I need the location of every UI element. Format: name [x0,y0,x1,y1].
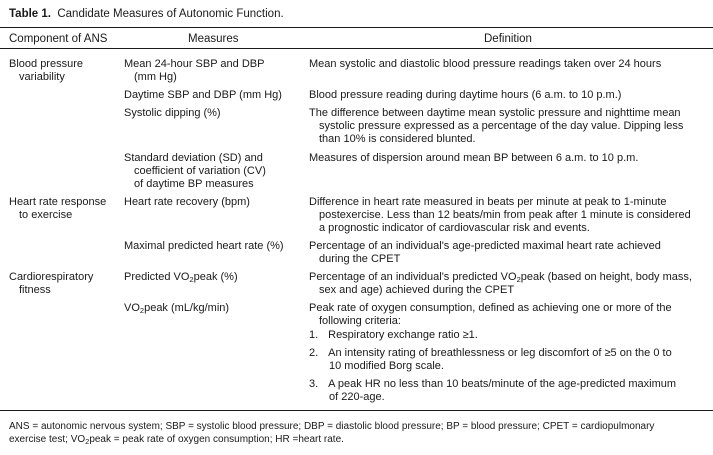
measure-cell: Maximal predicted heart rate (%) [124,240,284,252]
header-definition: Definition [484,33,532,45]
definition-cell: a prognostic indicator of cardiovascular risk and events. [319,222,590,234]
measure-cell: of daytime BP measures [134,178,254,190]
criteria-item-continued: 10 modified Borg scale. [329,360,444,372]
measure-cell: Daytime SBP and DBP (mm Hg) [124,89,282,101]
measure-cell: Standard deviation (SD) and [124,152,263,164]
measure-cell: Systolic dipping (%) [124,107,221,119]
definition-cell: Percentage of an individual's predicted $VO_2peak$ (based on height, body mass, [309,271,692,284]
definition-cell: postexercise. Less than 12 beats/min from peak after 1 minute is considered [319,209,691,221]
definition-cell: following criteria: [319,315,401,327]
measure-cell: Heart rate recovery (bpm) [124,196,250,208]
definition-cell: Percentage of an individual's age-predicted maximal heart rate achieved [309,240,661,252]
table-label: Table 1. [9,8,51,20]
measure-cell: $VO_2peak$ (mL/kg/min) [124,302,230,315]
criteria-item: 3. A peak HR no less than 10 beats/minute of the age-predicted maximum [309,378,677,390]
component-cell: to exercise [19,209,73,221]
table-title: Candidate Measures of Autonomic Function. [57,8,284,20]
component-cell: Blood pressure [9,58,83,70]
definition-cell: Mean systolic and diastolic blood pressure readings taken over 24 hours [309,58,662,70]
measure-cell: coefficient of variation (CV) [134,165,266,177]
measure-cell: Predicted $VO_2peak$ (%) [124,271,238,284]
header-measures: Measures [188,33,239,45]
definition-cell: sex and age) achieved during the CPET [319,284,515,296]
header-component: Component of ANS [9,33,108,45]
definition-cell: systolic pressure expressed as a percentage of the day value. Dipping less [319,120,684,132]
definition-cell: Measures of dispersion around mean BP between 6 a.m. to 10 p.m. [309,152,639,164]
header-rule [0,48,713,49]
component-cell: Cardiorespiratory [9,271,94,283]
criteria-item: 2. An intensity rating of breathlessness or leg discomfort of ≥5 on the 0 to [309,347,672,359]
component-cell: variability [19,71,65,83]
component-cell: Heart rate response [9,196,107,208]
table-footnote: ANS = autonomic nervous system; SBP = systolic blood pressure; DBP = diastolic blood pressure; BP = blood pressure; CPET = cardiopulmonary exercise test; $VO_2peak$ = peak rate of oxygen consumption; HR =heart rate. [9,421,655,446]
measure-cell: (mm Hg) [134,71,177,83]
definition-cell: Blood pressure reading during daytime hours (6 a.m. to 10 p.m.) [309,89,622,101]
bottom-rule [0,410,713,411]
measure-cell: Mean 24-hour SBP and DBP [124,58,265,70]
definition-cell: Difference in heart rate measured in beats per minute at peak to 1-minute [309,196,667,208]
definition-cell: than 10% is considered blunted. [319,133,476,145]
definition-cell: during the CPET [319,253,401,265]
definition-cell: Peak rate of oxygen consumption, defined as achieving one or more of the [309,302,672,314]
table-caption [9,7,284,21]
component-cell: fitness [19,284,51,296]
criteria-item-continued: of 220-age. [329,391,385,403]
criteria-item: 1. Respiratory exchange ratio ≥1. [309,329,478,341]
top-rule [0,27,713,28]
definition-cell: The difference between daytime mean systolic pressure and nighttime mean [309,107,681,119]
